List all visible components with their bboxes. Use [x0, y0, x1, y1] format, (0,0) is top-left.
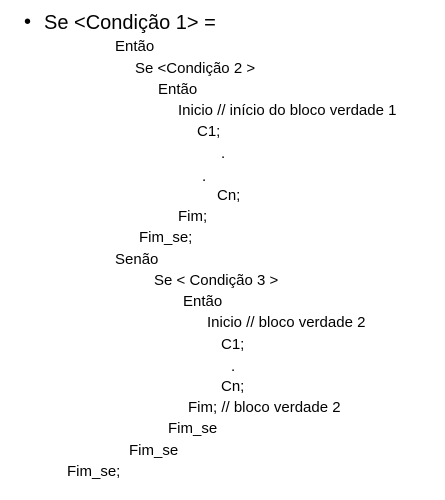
code-line-entao-1: Então [115, 38, 155, 55]
bullet-marker: • [24, 11, 32, 33]
code-line-entao-3: Então [183, 293, 223, 310]
code-line-fim-se-b: Fim_se [168, 420, 218, 437]
code-line-se-condicao-2: Se <Condição 2 > [135, 60, 256, 77]
code-line-fim-b: Fim; // bloco verdade 2 [188, 399, 341, 416]
code-line-cn-b: Cn; [221, 378, 245, 395]
slide-heading: Se <Condição 1> = [44, 12, 216, 34]
code-line-inicio-bloco-1: Inicio // início do bloco verdade 1 [178, 102, 397, 119]
code-line-cn-a: Cn; [217, 187, 241, 204]
code-line-senao: Senão [115, 251, 159, 268]
code-line-c1-a: C1; [197, 123, 221, 140]
code-line-fim-a: Fim; [178, 208, 208, 225]
code-line-fim-se-d: Fim_se; [67, 463, 121, 480]
code-line-ellipsis-a: . [221, 145, 226, 162]
code-line-entao-2: Então [158, 81, 198, 98]
code-line-se-condicao-3: Se < Condição 3 > [154, 272, 279, 289]
code-line-fim-se-a: Fim_se; [139, 229, 193, 246]
code-line-ellipsis-b: . [202, 168, 207, 185]
code-line-ellipsis-c: . [231, 358, 236, 375]
code-line-c1-b: C1; [221, 336, 245, 353]
code-line-inicio-bloco-2: Inicio // bloco verdade 2 [207, 314, 366, 331]
code-line-fim-se-c: Fim_se [129, 442, 179, 459]
